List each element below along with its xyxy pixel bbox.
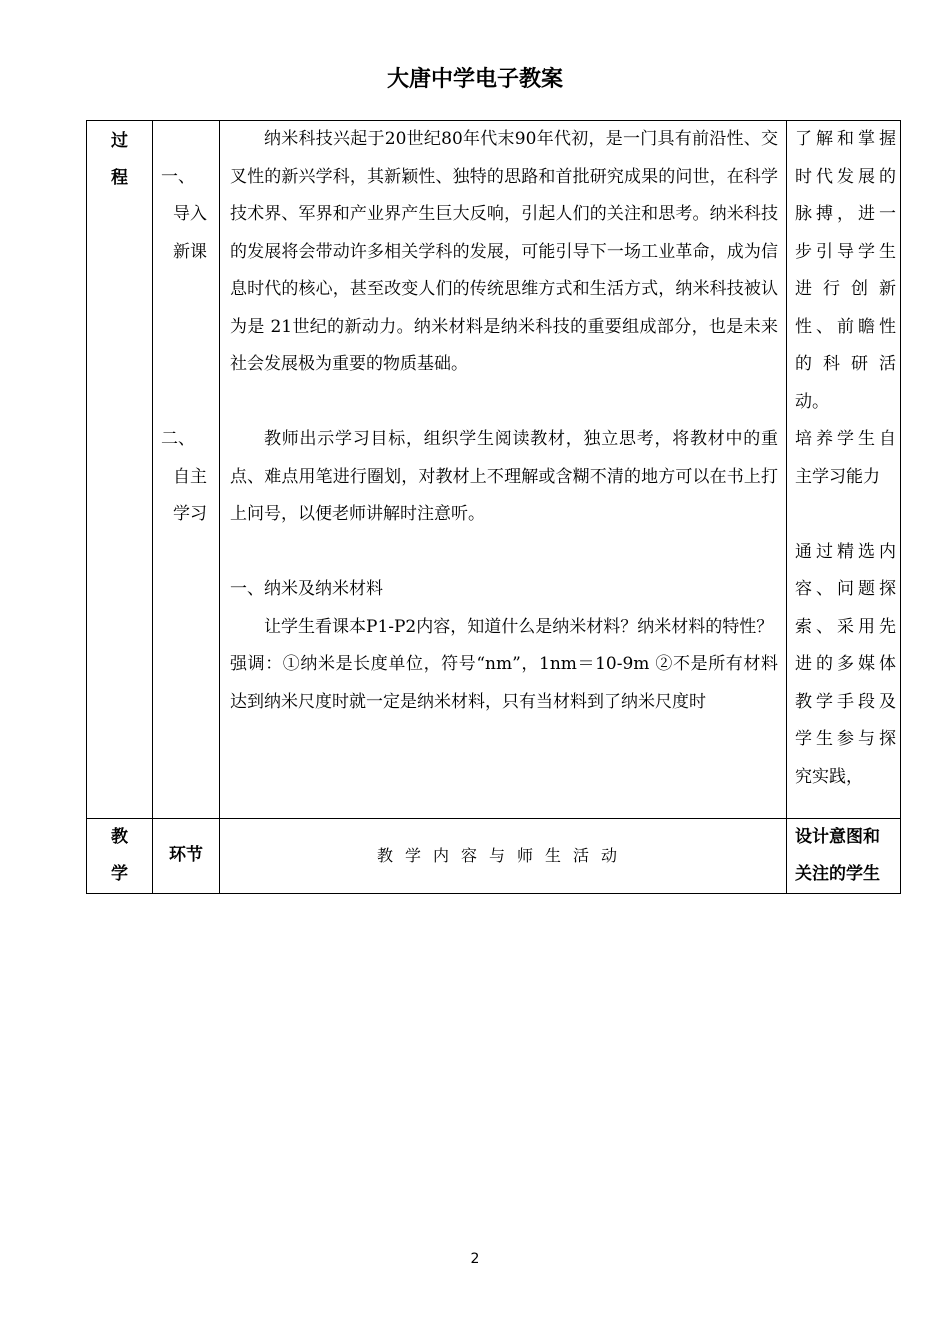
stage-two-line2: 学习 xyxy=(173,504,207,524)
header-teaching-char: 学 xyxy=(111,864,128,884)
stage-two-number: 二、 xyxy=(161,429,195,449)
stage-one-number: 一、 xyxy=(161,166,195,187)
header-design-cell xyxy=(787,819,901,894)
design-note-1: 了解和掌握时代发展的脉搏，进一步引导学生进行创新性、前瞻性的科研活动。 xyxy=(795,129,896,412)
self-study-paragraph: 教师出示学习目标，组织学生阅读教材，独立思考，将教材中的重点、难点用笔进行圈划，对教材上不理解或含糊不清的地方可以在书上打上问号，以便老师讲解时注意听。 xyxy=(230,429,778,524)
header-design-line: 设计意图和 xyxy=(795,827,880,847)
design-note-3: 通过精选内容、问题探索、采用先进的多媒体教学手段及学生参与探究实践， xyxy=(795,541,896,787)
emphasis-paragraph: 强调：①纳米是长度单位，符号“nm”，1nm＝10-9m ②不是所有材料达到纳米尺度时就一定是纳米材料，只有当材料到了纳米尺度时 xyxy=(230,654,778,712)
design-intent-cell xyxy=(787,121,901,819)
header-row xyxy=(87,819,901,894)
teaching-content-cell xyxy=(220,121,787,819)
process-label-char: 过 xyxy=(111,131,128,151)
intro-paragraph: 纳米科技兴起于20世纪80年代末90年代初，是一门具有前沿性、交叉性的新兴学科，其新颖性、独特的思路和首批研究成果的问世，在科学技术界、军界和产业界产生巨大反响，引起人们的关注和思考。纳米科技的发展将会带动许多相关学科的发展，可能引导下一场工业革命，成为信息时代的核心，甚至改变人们的传统思维方式和生活方式，纳米科技被认为是 21世纪的新动力。纳米材料是纳米科技的重要组成部分，也是未来社会发展极为重要的物质基础。 xyxy=(230,129,778,374)
lesson-plan-table xyxy=(86,120,901,894)
page-number: 2 xyxy=(470,1251,480,1267)
design-note-2: 培养学生自主学习能力 xyxy=(795,429,896,487)
header-teaching-char: 教 xyxy=(111,827,128,847)
page-title: 大唐中学电子教案 xyxy=(386,67,563,92)
process-label-char: 程 xyxy=(111,168,128,188)
process-label-cell xyxy=(87,121,153,819)
stage-one-line1: 导入 xyxy=(173,204,207,224)
stage-cell xyxy=(153,121,220,819)
header-teaching-cell xyxy=(87,819,153,894)
stage-two-line1: 自主 xyxy=(173,466,207,487)
header-stage-cell: 环节 xyxy=(153,819,220,894)
section-heading: 一、纳米及纳米材料 xyxy=(230,579,383,599)
stage-one-line2: 新课 xyxy=(173,241,207,262)
question-paragraph: 让学生看课本P1-P2内容，知道什么是纳米材料？纳米材料的特性？ xyxy=(264,616,774,637)
header-design-line: 关注的学生 xyxy=(795,864,880,884)
content-row xyxy=(87,121,901,819)
header-content-cell: 教学内容与师生活动 xyxy=(220,819,787,894)
